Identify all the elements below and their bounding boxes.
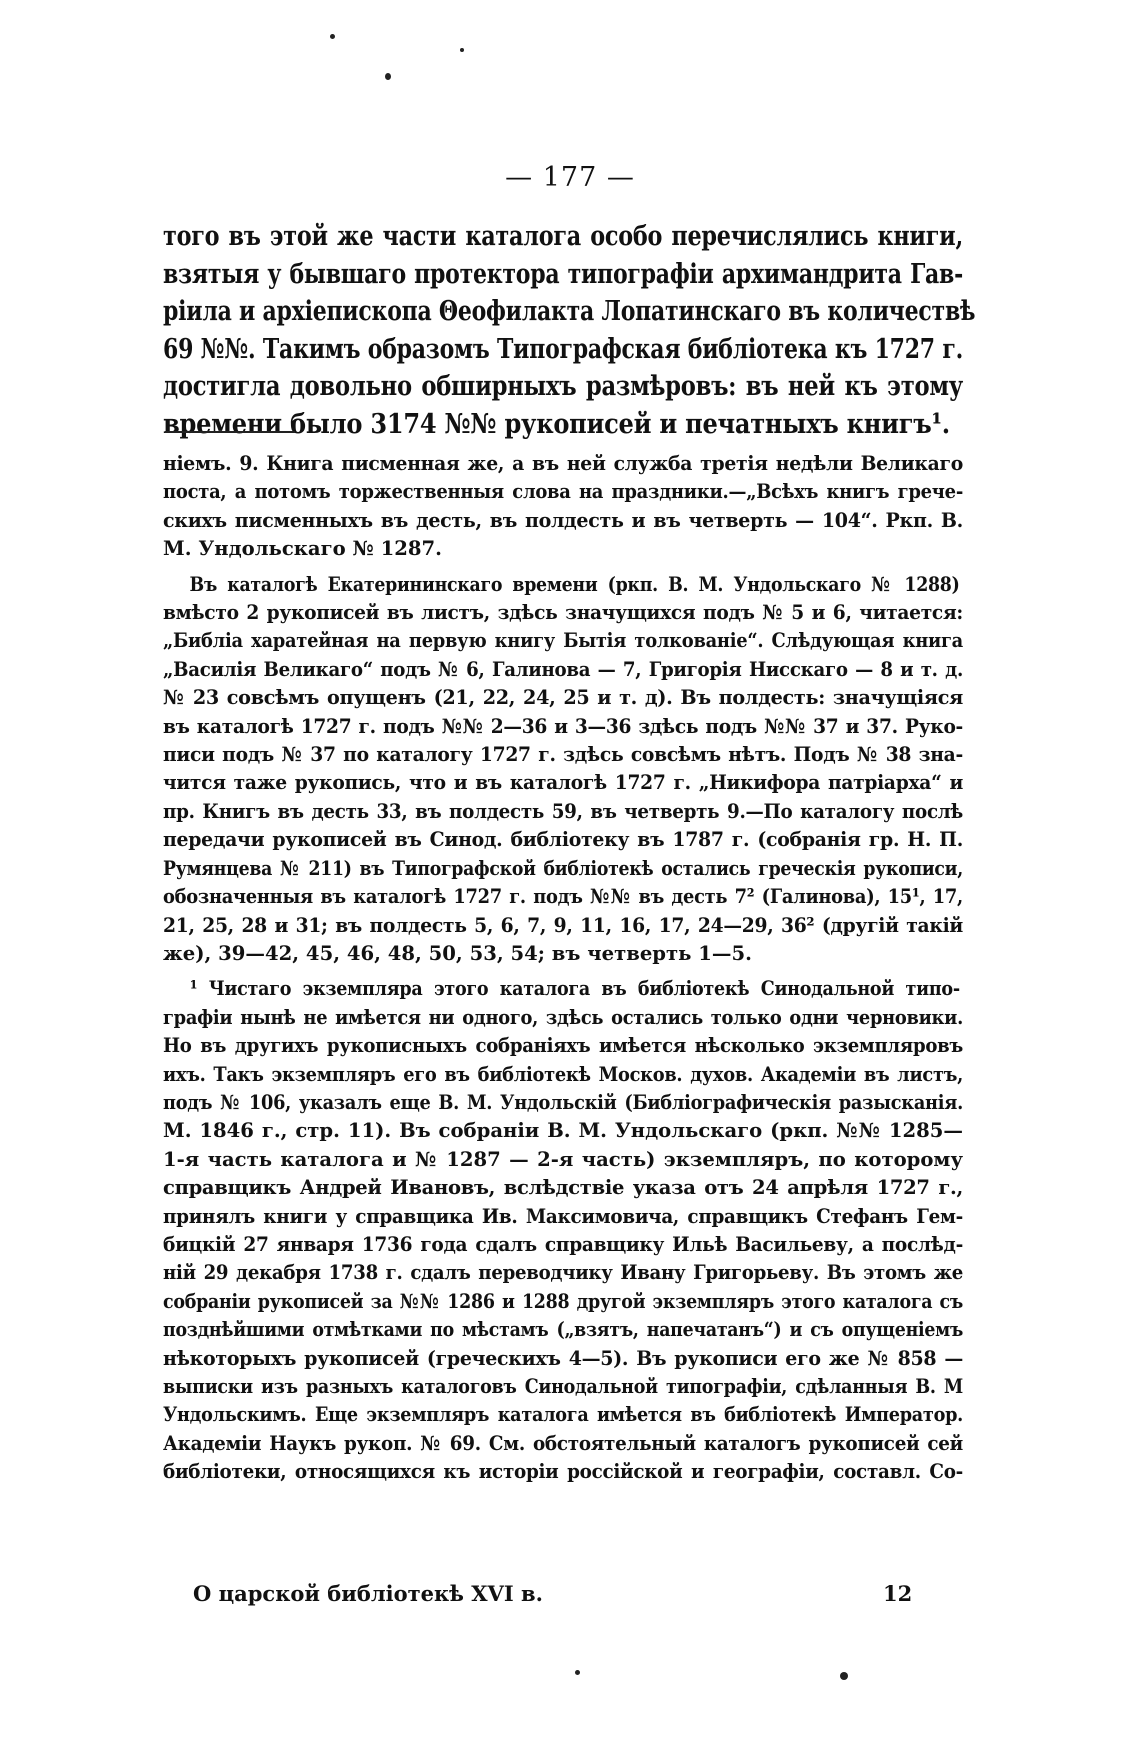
note-line: писи подъ № 37 по каталогу 1727 г. здѣсь совсѣмъ нѣтъ. Подъ № 38 зна- <box>163 743 963 767</box>
scan-speck <box>840 1672 848 1680</box>
note-line: позднѣйшими отмѣтками по мѣстамъ („взятъ, напечатанъ“) и съ опущеніемъ <box>163 1318 963 1342</box>
scan-speck <box>575 1670 580 1675</box>
note-line: графіи нынѣ не имѣется ни одного, здѣсь остались только одни черновики. <box>163 1005 963 1029</box>
note-line: собраніи рукописей за №№ 1286 и 1288 другой экземпляръ этого каталога съ <box>163 1289 963 1313</box>
note-line: ній 29 декабря 1738 г. сдалъ переводчику Ивану Григорьеву. Въ этомъ же <box>163 1261 963 1285</box>
note-line: ихъ. Такъ экземпляръ его въ библіотекѣ Москов. духов. Академіи въ листъ, <box>163 1062 963 1086</box>
note-line: принялъ книги у справщика Ив. Максимовича, справщикъ Стефанъ Гем- <box>163 1204 963 1228</box>
note-line: вмѣсто 2 рукописей въ листъ, здѣсь значущихся подъ № 5 и 6, читается: <box>163 601 963 625</box>
note-line: М. Ундольскаго № 1287. <box>163 537 442 561</box>
note-line: выписки изъ разныхъ каталоговъ Синодальной типографіи, сдѣланныя В. М <box>163 1375 963 1398</box>
note-line: „Библіа харатейная на первую книгу Бытія толкованіе“. Слѣдующая книга <box>163 629 963 653</box>
scan-speck <box>385 73 391 80</box>
scan-speck <box>330 34 335 39</box>
paragraph-gap <box>163 968 963 975</box>
note-line: передачи рукописей въ Синод. библіотеку въ 1787 г. (собранія гр. Н. П. <box>163 828 963 852</box>
main-line: того въ этой же части каталога особо перечислялись книги, <box>163 220 963 252</box>
note-line: чится таже рукопись, что и въ каталогѣ 1727 г. „Никифора патріарха“ и <box>163 771 963 795</box>
note-line: обозначенныя въ каталогѣ 1727 г. подъ №№ въ десть 7² (Галинова), 15¹, 17, <box>163 885 963 909</box>
note-line: же), 39—42, 45, 46, 48, 50, 53, 54; въ четверть 1—5. <box>163 941 752 965</box>
page-number: — 177 — <box>505 162 635 193</box>
note-line: подъ № 106, указалъ еще В. М. Ундольскій (Библіографическія разысканія. <box>163 1090 963 1114</box>
note-line: М. 1846 г., стр. 11). Въ собраніи В. М. Ундольскаго (ркп. №№ 1285— <box>163 1119 963 1143</box>
main-line: 69 №№. Такимъ образомъ Типографская библіотека къ 1727 г. <box>163 332 963 365</box>
paragraph-gap <box>163 564 963 571</box>
footer-title: О царской библіотекѣ XVI в. <box>193 1581 543 1606</box>
note-line: Академіи Наукъ рукоп. № 69. См. обстоятельный каталогъ рукописей сей <box>163 1431 963 1455</box>
note-line: библіотеки, относящихся къ исторіи россійской и географіи, составл. Со- <box>163 1460 963 1484</box>
note-line: справщикъ Андрей Ивановъ, вслѣдствіе указа отъ 24 апрѣля 1727 г., <box>163 1176 963 1200</box>
footnote-divider <box>165 431 295 433</box>
main-line: ріила и архіепископа Θеофилакта Лопатинскаго въ количествѣ <box>163 295 976 328</box>
note-line: пр. Книгъ въ десть 33, въ полдесть 59, въ четверть 9.—По каталогу послѣ <box>163 799 963 823</box>
note-line: Ундольскимъ. Еще экземпляръ каталога имѣется въ библіотекѣ Император. <box>163 1403 963 1427</box>
note-line: 21, 25, 28 и 31; въ полдесть 5, 6, 7, 9, 11, 16, 17, 24—29, 36² (другій такій <box>163 913 963 937</box>
main-line: взятыя у бывшаго протектора типографіи архимандрита Гав- <box>163 257 963 290</box>
note-line: нѣкоторыхъ рукописей (греческихъ 4—5). Въ рукописи его же № 858 — <box>163 1346 963 1370</box>
scan-speck <box>460 48 464 52</box>
note-line: Румянцева № 211) въ Типографской библіотекѣ остались греческія рукописи, <box>163 856 963 880</box>
note-line: № 23 совсѣмъ опущенъ (21, 22, 24, 25 и т. д). Въ полдесть: значущіяся <box>163 686 963 710</box>
note-line: Въ каталогѣ Екатерининскаго времени (ркп. В. М. Ундольскаго № 1288) <box>189 572 960 596</box>
note-line: Но въ другихъ рукописныхъ собраніяхъ имѣется нѣсколько экземпляровъ <box>163 1034 963 1058</box>
main-paragraph <box>163 218 976 444</box>
main-line: времени было 3174 №№ рукописей и печатныхъ книгъ¹. <box>163 407 950 440</box>
note-line: бицкій 27 января 1736 года сдалъ справщику Ильѣ Васильеву, а послѣд- <box>163 1232 963 1256</box>
note-line: скихъ писменныхъ въ десть, въ полдесть и въ четверть — 104“. Ркп. В. <box>163 508 963 532</box>
footnote-1-line: ¹ Чистаго экземпляра этого каталога въ библіотекѣ Синодальной типо- <box>189 977 960 1001</box>
note-line: въ каталогѣ 1727 г. подъ №№ 2—36 и 3—36 здѣсь подъ №№ 37 и 37. Руко- <box>163 714 963 738</box>
note-line: ніемъ. 9. Книга писменная же, а въ ней служба третія недѣли Великаго <box>163 452 963 475</box>
note-line: „Василія Великаго“ подъ № 6, Галинова — 7, Григорія Нисскаго — 8 и т. д. <box>163 657 963 681</box>
note-line: поста, а потомъ торжественныя слова на праздники.—„Всѣхъ книгъ грече- <box>163 480 963 504</box>
main-line: достигла довольно обширныхъ размѣровъ: въ ней къ этому <box>163 370 963 403</box>
footnotes <box>163 450 963 1487</box>
note-line: 1-я часть каталога и № 1287 — 2-я часть) экземпляръ, по которому <box>163 1147 963 1171</box>
signature-mark: 12 <box>883 1581 913 1606</box>
